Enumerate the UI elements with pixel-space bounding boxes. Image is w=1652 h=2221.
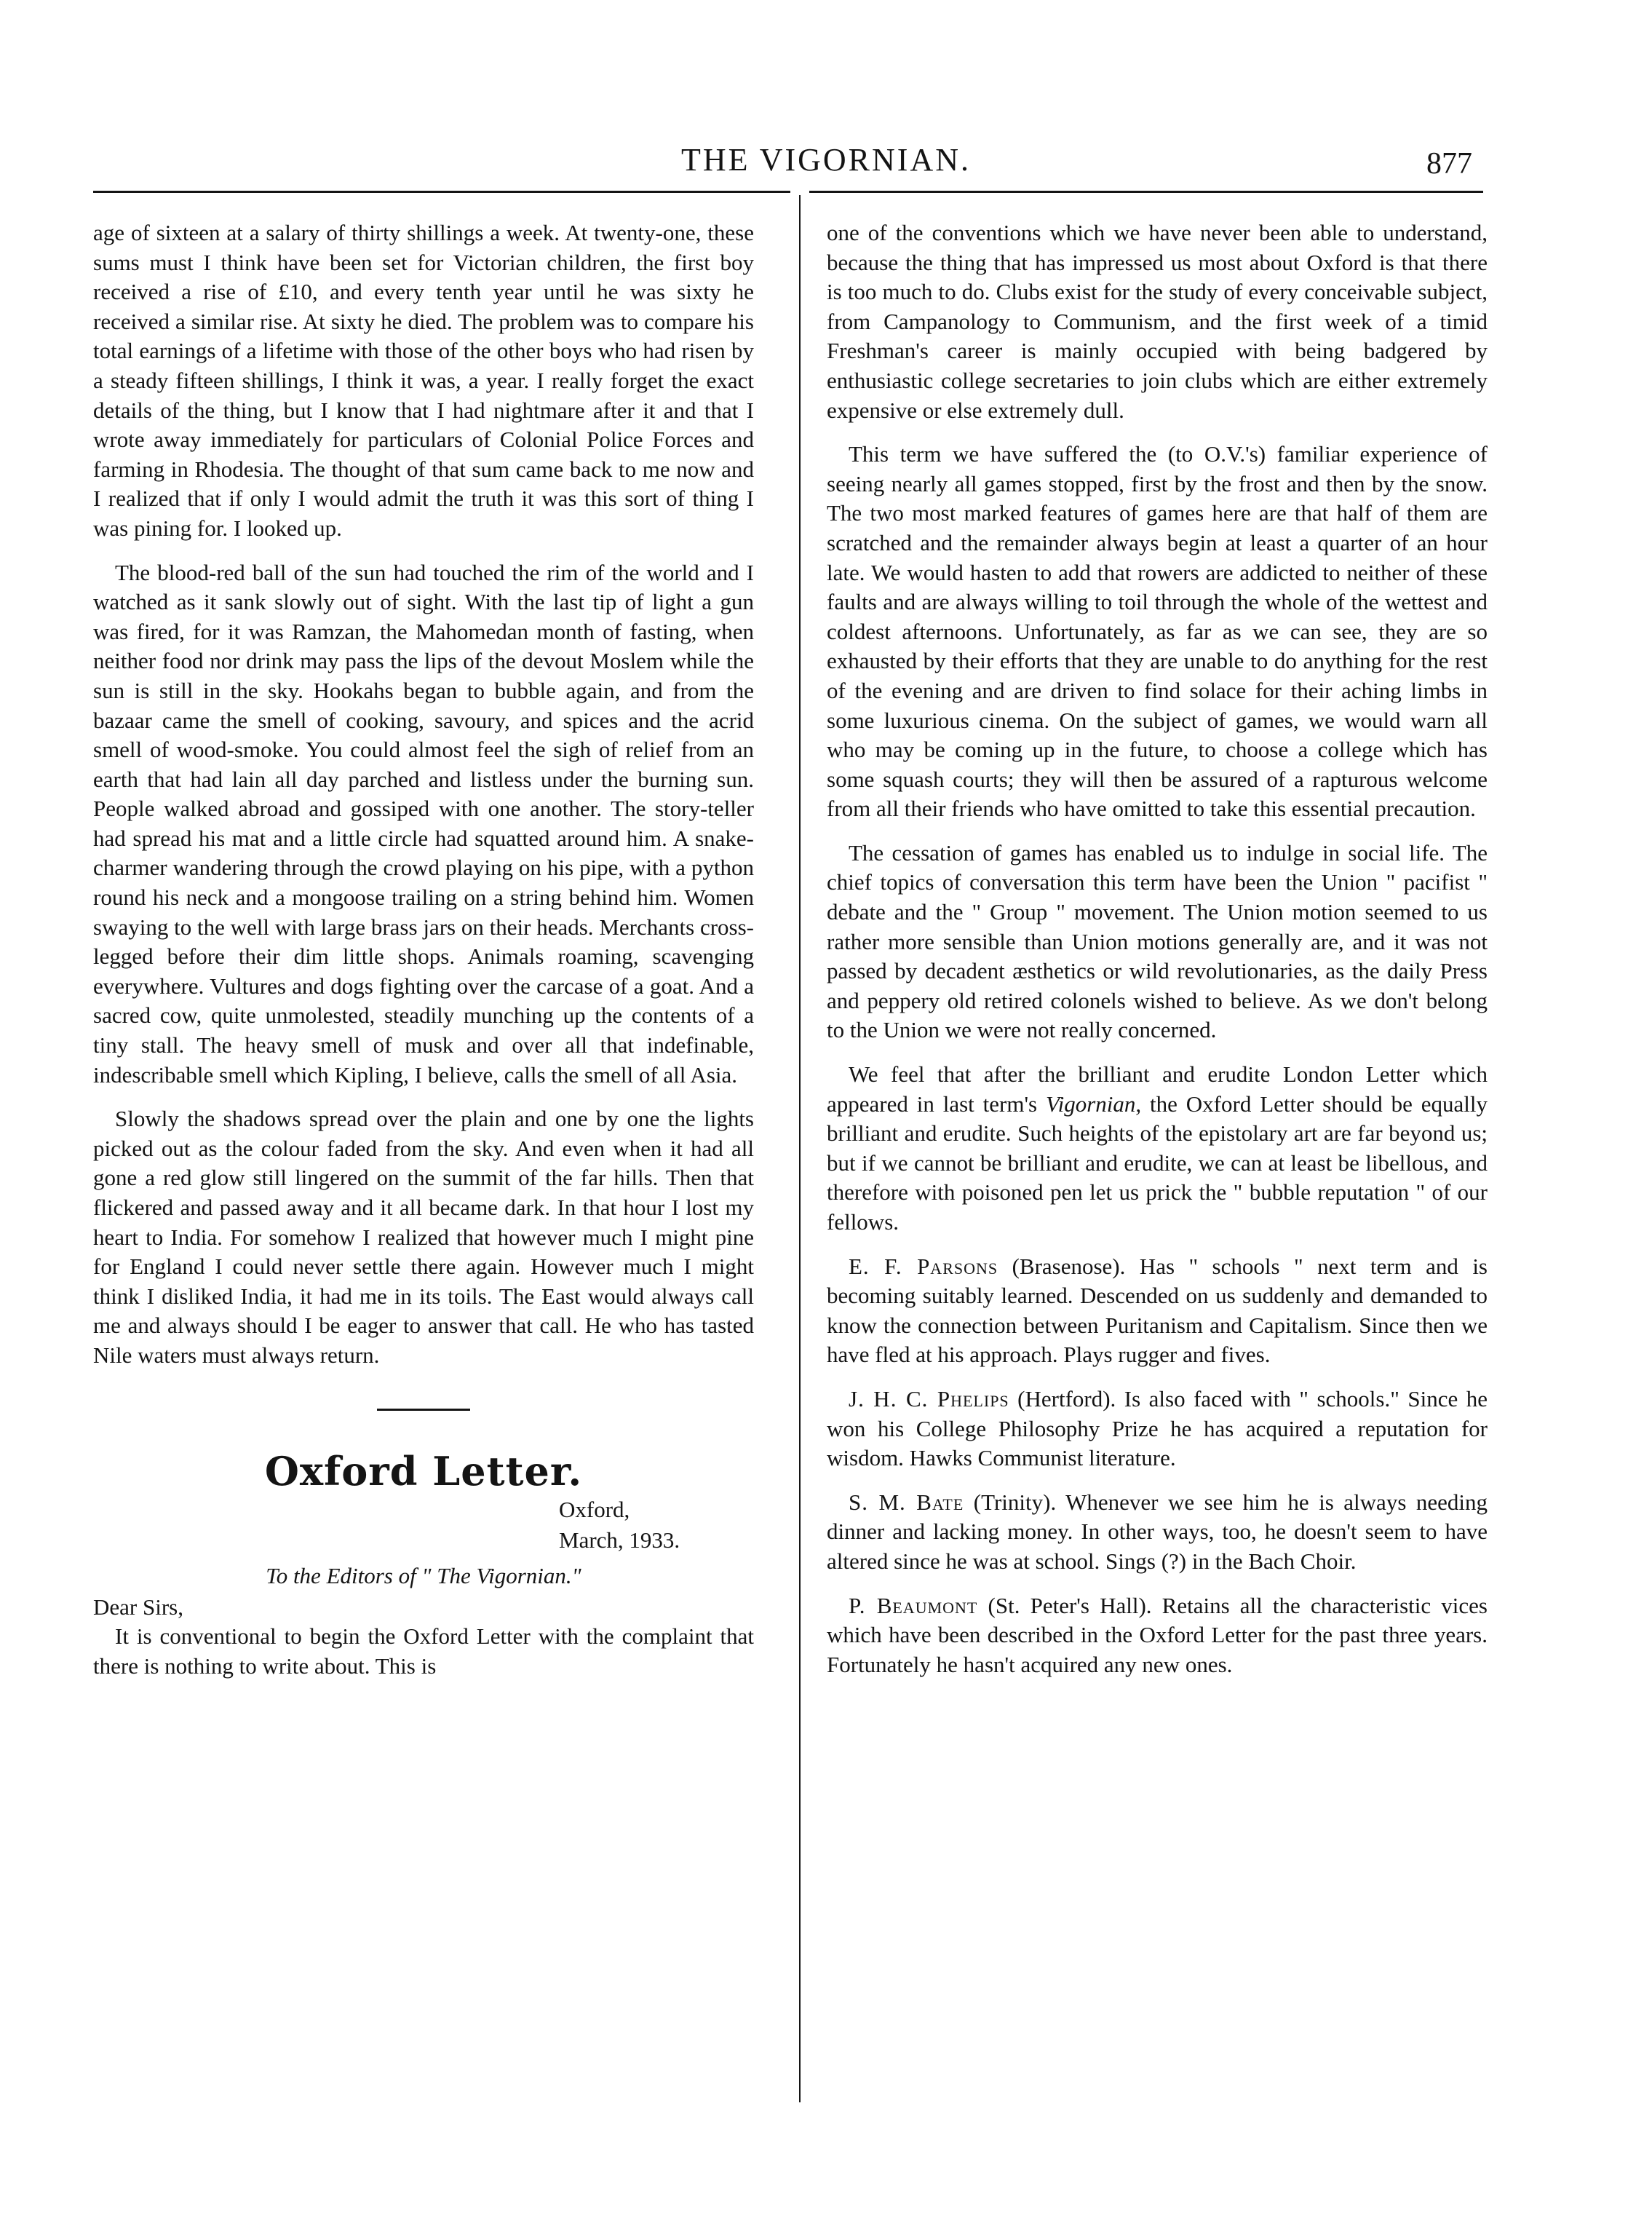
entry-text: (Trinity). Whenever we see him he is always needing dinner and lacking money. In other ways, too, he doesn't seem to have altered since he was at school. Sings (?) in the Bach Choir. xyxy=(827,1489,1488,1574)
person-name: P. Beaumont xyxy=(849,1592,978,1618)
entry-bate xyxy=(827,1488,1488,1577)
dateline-place: Oxford, xyxy=(559,1496,630,1522)
left-paragraph-4: It is conventional to begin the Oxford Letter with the complaint that there is nothing to write about. This is xyxy=(93,1623,754,1679)
entry-text: (St. Peter's Hall). Retains all the characteristic vices which have been described in the Oxford Letter for the past three years. Fortunately he hasn't acquired any new ones. xyxy=(827,1592,1488,1677)
section-divider xyxy=(377,1409,470,1411)
entry-phelips xyxy=(827,1385,1488,1473)
page-number: 877 xyxy=(1426,147,1472,181)
person-name: S. M. Bate xyxy=(849,1489,964,1515)
right-paragraph-3: The cessation of games has enabled us to indulge in social life. The chief topics of conversation this term have been the Union " pacifist " debate and the " Group " movement. The Union motion seemed to us rather more sensible than Union motions generally are, and it was not passed by decadent æsthetics or wild revolutionaries, as the daily Press and peppery old retired colonels wished to believe. As we don't belong to the Union we were not really concerned. xyxy=(827,839,1488,1043)
publication-name: Vigornian, xyxy=(1045,1090,1142,1117)
salutation: Dear Sirs, xyxy=(93,1594,183,1620)
right-paragraph-4 xyxy=(827,1060,1488,1238)
right-paragraph-1: one of the conventions which we have never been able to understand, because the thing that has impressed us most about Oxford is that there is too much to do. Clubs exist for the study of every conceivable subject, from Campanology to Communism, and the first week of a timid Freshman's career is mainly occupied with being badgered by enthusiastic college secretaries to join clubs which are either extremely expensive or else extremely dull. xyxy=(827,220,1488,423)
oxford-letter-title: Oxford Letter. xyxy=(264,1447,583,1494)
left-paragraph-2: The blood-red ball of the sun had touched the rim of the world and I watched as it sank slowly out of sight. With the last tip of light a gun was fired, for it was Ramzan, the Mahomedan month of fasting, when neither food nor drink may pass the lips of the devout Moslem while the sun is still in the sky. Hookahs began to bubble again, and from the bazaar came the smell of cooking, savoury, and spices and the acrid smell of wood-smoke. You could almost feel the sigh of relief from an earth that had lain all day parched and listless under the burning sun. People walked abroad and gossiped with one another. The story-teller had spread his mat and a little circle had squatted around him. A snake-charmer wandering through the crowd playing on his pipe, with a python round his neck and a mongoose trailing on a string behind him. Women swaying to the well with large brass jars on their heads. Merchants cross-legged before their dim little shops. Animals roaming, scavenging everywhere. Vultures and dogs fighting over the carcase of a goat. And a sacred cow, quite unmolested, steadily munching up the contents of a tiny stall. The heavy smell of musk and over all that indefinable, indescribable smell which Kipling, I believe, calls the smell of all Asia. xyxy=(93,559,754,1088)
left-paragraph-3: Slowly the shadows spread over the plain and one by one the lights picked out as the colour faded from the sky. And even when it had all gone a red glow still lingered on the summit of the far hills. Then that flickered and passed away and it all became dark. In that hour I lost my heart to India. For somehow I realized that however much I might pine for England I could never settle there again. However much I might think I disliked India, it had me in its toils. The East would always call me and always should I be eager to answer that call. He who has tasted Nile waters must always return. xyxy=(93,1106,754,1368)
column-divider xyxy=(799,195,801,2102)
entry-parsons xyxy=(827,1252,1488,1370)
right-column xyxy=(827,218,1488,1694)
addressee-line: To the Editors of " The Vigornian." xyxy=(266,1562,581,1588)
header-rule-right xyxy=(809,191,1483,193)
entry-text: (Brasenose). Has " schools " next term and is becoming suitably learned. Descended on us suddenly and demanded to know the connection between Puritanism and Capitalism. Since then we have fled at his approach. Plays rugger and fives. xyxy=(827,1253,1488,1368)
right-paragraph-2: This term we have suffered the (to O.V.'s) familiar experience of seeing nearly all games stopped, first by the frost and then by the snow. The two most marked features of games here are that half of them are scratched and the remainder always begin at least a quarter of an hour late. We would hasten to add that rowers are addicted to neither of these faults and are always willing to toil through the whole of the wettest and coldest afternoons. Unfortunately, as far as we can see, they are so exhausted by their efforts that they are unable to do anything for the rest of the evening and are driven to find solace for their aching limbs in some luxurious cinema. On the subject of games, we would warn all who may be coming up in the future, to choose a college which has some squash courts; they will then be assured of a rapturous welcome from all their friends who have omitted to take this essential precaution. xyxy=(827,441,1488,822)
paragraph-text: the Oxford Letter should be equally brilliant and erudite. Such heights of the epistolary art are far beyond us; but if we cannot be brilliant and erudite, we can at least be libellous, and therefore with poisoned pen let us prick the " bubble reputation " of our fellows. xyxy=(827,1090,1488,1235)
entry-beaumont xyxy=(827,1591,1488,1680)
entry-text: (Hertford). Is also faced with " schools." Since he won his College Philosophy Prize he has acquired a reputation for wisdom. Hawks Communist literature. xyxy=(827,1385,1488,1471)
left-paragraph-1: age of sixteen at a salary of thirty shillings a week. At twenty-one, these sums must I think have been set for Victorian children, the first boy received a rise of £10, and every tenth year until he was sixty he received a similar rise. At sixty he died. The problem was to compare his total earnings of a lifetime with those of the other boys who had risen by a steady fifteen shillings, I think it was, a year. I really forget the exact details of the thing, but I know that I had nightmare after it and that I wrote away immediately for particulars of Colonial Police Forces and farming in Rhodesia. The thought of that sum came back to me now and I realized that if only I would admit the truth it was this sort of thing I was pining for. I looked up. xyxy=(93,220,754,541)
paragraph-text: We feel that after the brilliant and erudite London Letter which appeared in last term's xyxy=(827,1061,1488,1117)
running-header-title: THE VIGORNIAN. xyxy=(680,142,972,178)
left-column xyxy=(93,218,754,1695)
person-name: E. F. Parsons xyxy=(849,1253,998,1279)
dateline-date: March, 1933. xyxy=(559,1527,680,1553)
header-rule-left xyxy=(93,191,790,193)
person-name: J. H. C. Phelips xyxy=(849,1385,1009,1412)
